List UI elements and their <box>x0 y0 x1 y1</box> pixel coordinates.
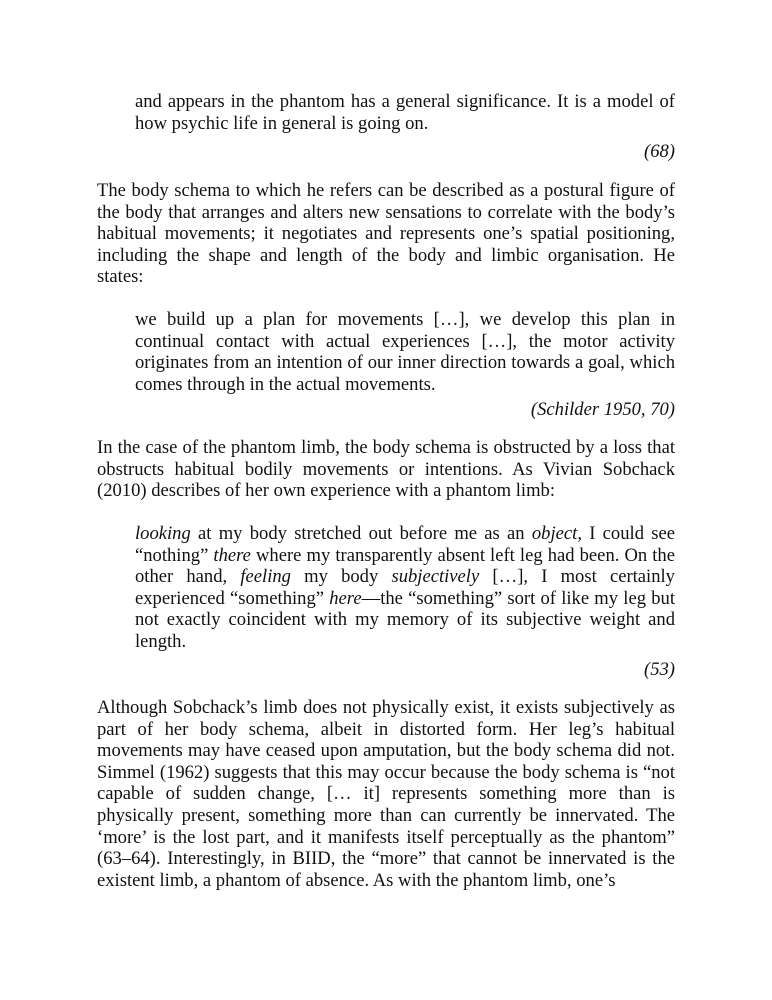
block-quote-2: we build up a plan for movements […], we develop this plan in continual contact with actual experiences […], the motor activity originates from an intention of our inner direction towards a goal, which comes through in the actual movements. <box>135 309 675 395</box>
paragraph-1: The body schema to which he refers can be described as a postural figure of the body that arranges and alters new sensations to correlate with the body’s habitual movements; it negotiates and represents one’s spatial positioning, including the shape and length of the body and limbic organisation. He states: <box>97 180 675 288</box>
block-quote-3 <box>135 523 675 653</box>
citation-3: (53) <box>644 659 675 680</box>
paragraph-2: In the case of the phantom limb, the body schema is obstructed by a loss that obstructs habitual bodily movements or intentions. As Vivian Sobchack (2010) describes of her own experience with a phantom limb: <box>97 437 675 502</box>
citation-2: (Schilder 1950, 70) <box>530 399 675 420</box>
quote-3-segment: looking <box>135 523 191 544</box>
citation-1: (68) <box>644 141 675 162</box>
quote-3-segment: here <box>329 587 362 609</box>
quote-3-segment: subjectively <box>391 566 480 588</box>
quote-3-segment: […], I most certainly experienced “something” <box>135 566 675 609</box>
quote-3-segment: my body <box>290 566 392 588</box>
paragraph-3: Although Sobchack’s limb does not physically exist, it exists subjectively as part of her body schema, albeit in distorted form. Her leg’s habitual movements may have ceased upon amputation, but the body schema did not. Simmel (1962) suggests that this may occur because the body schema is “not capable of sudden change, [… it] represents something more than is physically present, something more than can currently be innervated. The ‘more’ is the lost part, and it manifests itself perceptually as the phantom” (63–64). Interestingly, in BIID, the “more” that cannot be innervated is the existent limb, a phantom of absence. As with the phantom limb, one’s <box>97 697 675 891</box>
quote-3-segment: where my transparently absent left leg had been. On the other hand, <box>135 544 675 588</box>
quote-3-segment: —the “something” sort of like my leg but not exactly coincident with my memory of its subjective weight and length. <box>135 587 675 652</box>
block-quote-1: and appears in the phantom has a general significance. It is a model of how psychic life in general is going on. <box>135 91 675 134</box>
quote-3-segment: object <box>531 523 578 544</box>
quote-3-segment: at my body stretched out before me as an <box>190 523 532 544</box>
quote-3-segment: there <box>213 544 251 566</box>
quote-3-segment: , I could see “nothing” <box>135 523 675 566</box>
quote-3-segment: feeling <box>240 566 291 588</box>
